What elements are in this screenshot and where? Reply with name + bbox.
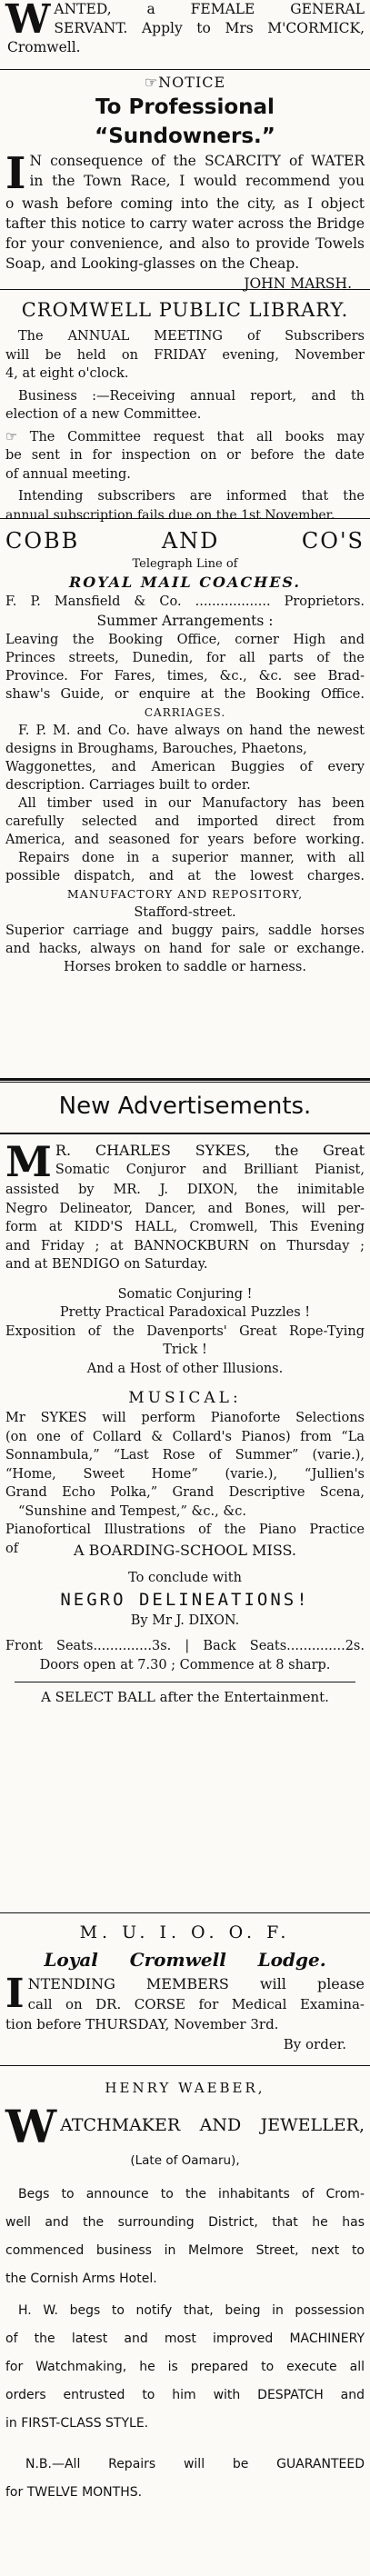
cobb-paragraph: All timber used in our Manufactory has been carefully selected and imported direct from America, and seasoned for years before working. Repairs done in a superior manner, with all possible dispatch, and at the lowest charges. — [5, 796, 365, 884]
waeber-paragraph: Begs to announce to the inhabitants of Crom- well and the surrounding District, that he has commenced business in Melmore Street, next to the Cornish Arms Hotel. — [5, 2187, 365, 2286]
notice-line: Soap, and Looking-glasses on the Cheap. — [5, 255, 300, 273]
musical-heading: MUSICAL: — [128, 1389, 242, 1408]
notice-line: for your convenience, and also to provide Towels — [5, 235, 365, 253]
notice-line: in the Town Race, I would recommend you — [29, 173, 365, 189]
cobb-paragraph: Leaving the Booking Office, corner High and Princes streets, Dunedin, for all parts of the Province. For Fares, times, &c., &c. see Brad- shaw's Guide, or enquire at the Booking Office. — [5, 633, 365, 702]
sykes-entertainment-ad: M R. CHARLES SYKES, the Great Somatic Conjuror and Brilliant Pianist, assisted by MR. J. DIXON, the inimitable Negro Delineator, Dancer, and Bones, will per- form at KIDD'S HALL, Cromwell, This Evening and Friday ; at BANNOCKBURN on Thursday ; and at BENDIGO on Saturday. Somatic Conjuring ! Pretty Practical Paradoxical Puzzles ! Exposition of the Davenports' Great Rope-Tying Trick ! And a Host of other Illusions. MUSICAL: Mr SYKES will perform Pianoforte Selections (on one of Collard & Collard's Pianos) from “La Sonnambula,” “Last Rose of Summer” (varie.), “Home, Sweet Home” (varie.), “Jullien's Grand Echo Polka,” Grand Descriptive Scena, “Sunshine and Tempest,” &c., &c. Pianofortical Illustrations of the Piano Practice of A BOARDING-SCHOOL MISS. To conclude with NEGRO DELINEATIONS! By Mr J. DIXON. Front Seats..............3s. | Back Seats..............2s. Doors open at 7.30 ; Commence at 8 sharp. A SELECT BALL after the Entertainment. — [5, 1137, 365, 1706]
by-order: By order. — [283, 2036, 346, 2052]
library-paragraph: Intending subscribers are informed that the annual subscription fails due on the 1st November. — [5, 489, 365, 523]
section-rule — [0, 1078, 370, 1083]
cobb-paragraph: Superior carriage and buggy pairs, saddle horses and hacks, always on hand for sale or exchange. Horses broken to saddle or harness. — [5, 924, 365, 974]
waeber-title: ATCHMAKER AND JEWELLER, — [60, 2115, 365, 2135]
notice-kicker: ☞NOTICE — [144, 74, 226, 91]
new-advertisements-title: New Advertisements. — [58, 1093, 312, 1120]
library-paragraph: Business :—Receiving annual report, and th election of a new Committee. — [5, 388, 365, 422]
column-rule — [0, 1133, 370, 1134]
cobb-paragraph: F. P. M. and Co. have always on hand the newest designs in Broughams, Barouches, Phaetons, Waggonettes, and American Buggies of every description. Carriages built to order. — [5, 724, 365, 793]
pointing-hand-icon: ☞ — [5, 429, 30, 444]
cobb-manufactory: MANUFACTORY AND REPOSITORY, — [66, 887, 304, 901]
waeber-late: (Late of Oamaru), — [130, 2153, 240, 2168]
library-paragraph: ☞ The Committee request that all books may be sent in for inspection on or before the date of annual meeting. — [5, 429, 365, 482]
column-rule — [0, 289, 370, 290]
notice-line: o wash before coming into the city, as I object — [5, 195, 365, 213]
waeber-title-block — [5, 2100, 365, 2153]
notice-signature: JOHN MARSH. — [244, 275, 352, 293]
column-rule — [0, 69, 370, 70]
drop-cap: W — [5, 2100, 57, 2153]
drop-cap: W — [5, 0, 51, 43]
drop-cap: I — [5, 1971, 25, 2017]
library-paragraph: The ANNUAL MEETING of Subscribers will be held on FRIDAY evening, November 4, at eight o'clock. — [5, 329, 365, 381]
sundowners-notice — [5, 73, 365, 293]
section-header — [5, 1087, 365, 1127]
ad-line: SERVANT. Apply to Mrs M'CORMICK, — [54, 20, 365, 36]
drop-cap: M — [5, 1137, 52, 1186]
boarding-school-miss: A BOARDING-SCHOOL MISS. — [73, 1542, 296, 1560]
column-rule — [0, 1912, 370, 1913]
cobb-title: COBB AND CO'S — [5, 528, 365, 554]
notice-line: N consequence of the SCARCITY of WATER — [29, 153, 365, 169]
waeber-watchmaker-ad — [5, 2074, 365, 2576]
waeber-paragraph: H. W. begs to notify that, being in possession of the latest and most improved MACHINERY for Watchmaking, he is prepared to execute all orders entrusted to him with DESPATCH and in FIRST-CLASS STYLE. — [5, 2303, 365, 2431]
lodge-name: Loyal Cromwell Lodge. — [44, 1949, 326, 1971]
ad-line: ANTED, a FEMALE GENERAL — [54, 1, 365, 17]
pointing-hand-line: ☞ The Committee request that all books may — [5, 429, 365, 444]
notice-headline: To Professional “Sundowners.” — [95, 95, 275, 148]
library-ad — [5, 296, 365, 523]
cobb-carriages: CARRIAGES. — [144, 706, 226, 719]
column-rule — [0, 518, 370, 519]
lodge-order: M. U. I. O. O. F. — [79, 1922, 291, 1942]
cobb-subtitle: Telegraph Line of — [132, 557, 238, 571]
ad-line: Cromwell. — [7, 39, 81, 55]
waeber-name: HENRY WAEBER, — [105, 2080, 265, 2096]
pointing-hand-icon: ☞ — [144, 74, 159, 91]
column-rule — [0, 2065, 370, 2066]
cobb-royal-mail: ROYAL MAIL COACHES. — [69, 574, 301, 591]
cobb-street: Stafford-street. — [134, 905, 236, 920]
cobb-owners: F. P. Mansfield & Co. .................. Proprietors. — [5, 594, 365, 609]
cobb-summer: Summer Arrangements : — [96, 613, 274, 629]
library-title: CROMWELL PUBLIC LIBRARY. — [21, 299, 349, 321]
lodge-ad: M. U. I. O. O. F. Loyal Cromwell Lodge. I NTENDING MEMBERS will please call on DR. CORSE for Medical Examina- tion before THURSDAY, November 3rd. By order. — [5, 1920, 365, 2056]
negro-delineations: NEGRO DELINEATIONS! — [60, 1589, 310, 1610]
notice-line: tafter this notice to carry water across the Bridge — [5, 215, 365, 233]
cobb-coaches-ad — [5, 525, 365, 1069]
drop-cap: I — [5, 148, 26, 199]
servant-ad — [5, 0, 365, 62]
waeber-paragraph: N.B.—All Repairs will be GUARANTEED for TWELVE MONTHS. — [5, 2457, 365, 2500]
